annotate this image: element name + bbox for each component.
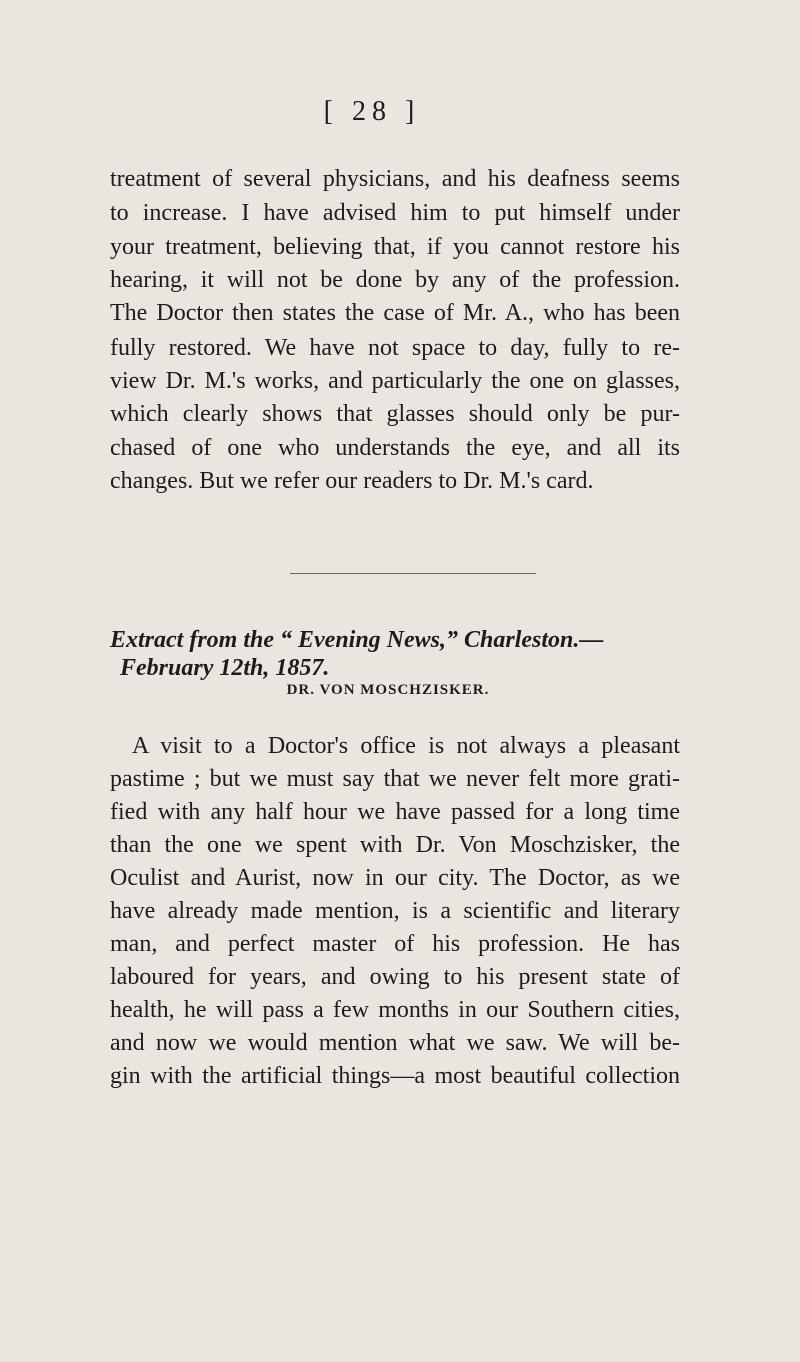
text-line: Oculist and Aurist, now in our city. The Doctor, as we: [110, 865, 680, 891]
article-title: DR. VON MOSCHZISKER.: [286, 682, 490, 698]
extract-date: February 12th, 1857.: [120, 655, 330, 681]
text-line: gin with the artificial things—a most beautiful collection: [110, 1063, 680, 1089]
text-line: fied with any half hour we have passed for a long time: [110, 799, 680, 825]
text-line: A visit to a Doctor's office is not always a pleasant: [132, 733, 680, 759]
text-line: treatment of several physicians, and his deafness seems: [110, 166, 680, 192]
text-line: chased of one who understands the eye, and all its: [110, 435, 680, 461]
text-line: man, and perfect master of his profession. He has: [110, 931, 680, 957]
text-line: hearing, it will not be done by any of the profession.: [110, 267, 680, 293]
text-line: pastime ; but we must say that we never felt more grati-: [110, 766, 680, 792]
text-line: to increase. I have advised him to put himself under: [110, 200, 680, 226]
text-line: laboured for years, and owing to his present state of: [110, 964, 680, 990]
text-line: have already made mention, is a scientific and literary: [110, 898, 680, 924]
text-line: health, he will pass a few months in our Southern cities,: [110, 997, 680, 1023]
text-line: than the one we spent with Dr. Von Moschzisker, the: [110, 832, 680, 858]
text-line: changes. But we refer our readers to Dr. M.'s card.: [110, 468, 594, 494]
text-line: view Dr. M.'s works, and particularly the one on glasses,: [110, 368, 680, 394]
extract-heading: Extract from the “ Evening News,” Charleston.—: [110, 627, 604, 653]
page-number: [ 28 ]: [323, 96, 421, 127]
text-line: which clearly shows that glasses should only be pur-: [110, 401, 680, 427]
text-line: your treatment, believing that, if you cannot restore his: [110, 234, 680, 260]
text-line: and now we would mention what we saw. We will be-: [110, 1030, 680, 1056]
text-line: fully restored. We have not space to day, fully to re-: [110, 335, 680, 361]
text-line: The Doctor then states the case of Mr. A., who has been: [110, 300, 680, 326]
section-divider: [290, 573, 536, 574]
